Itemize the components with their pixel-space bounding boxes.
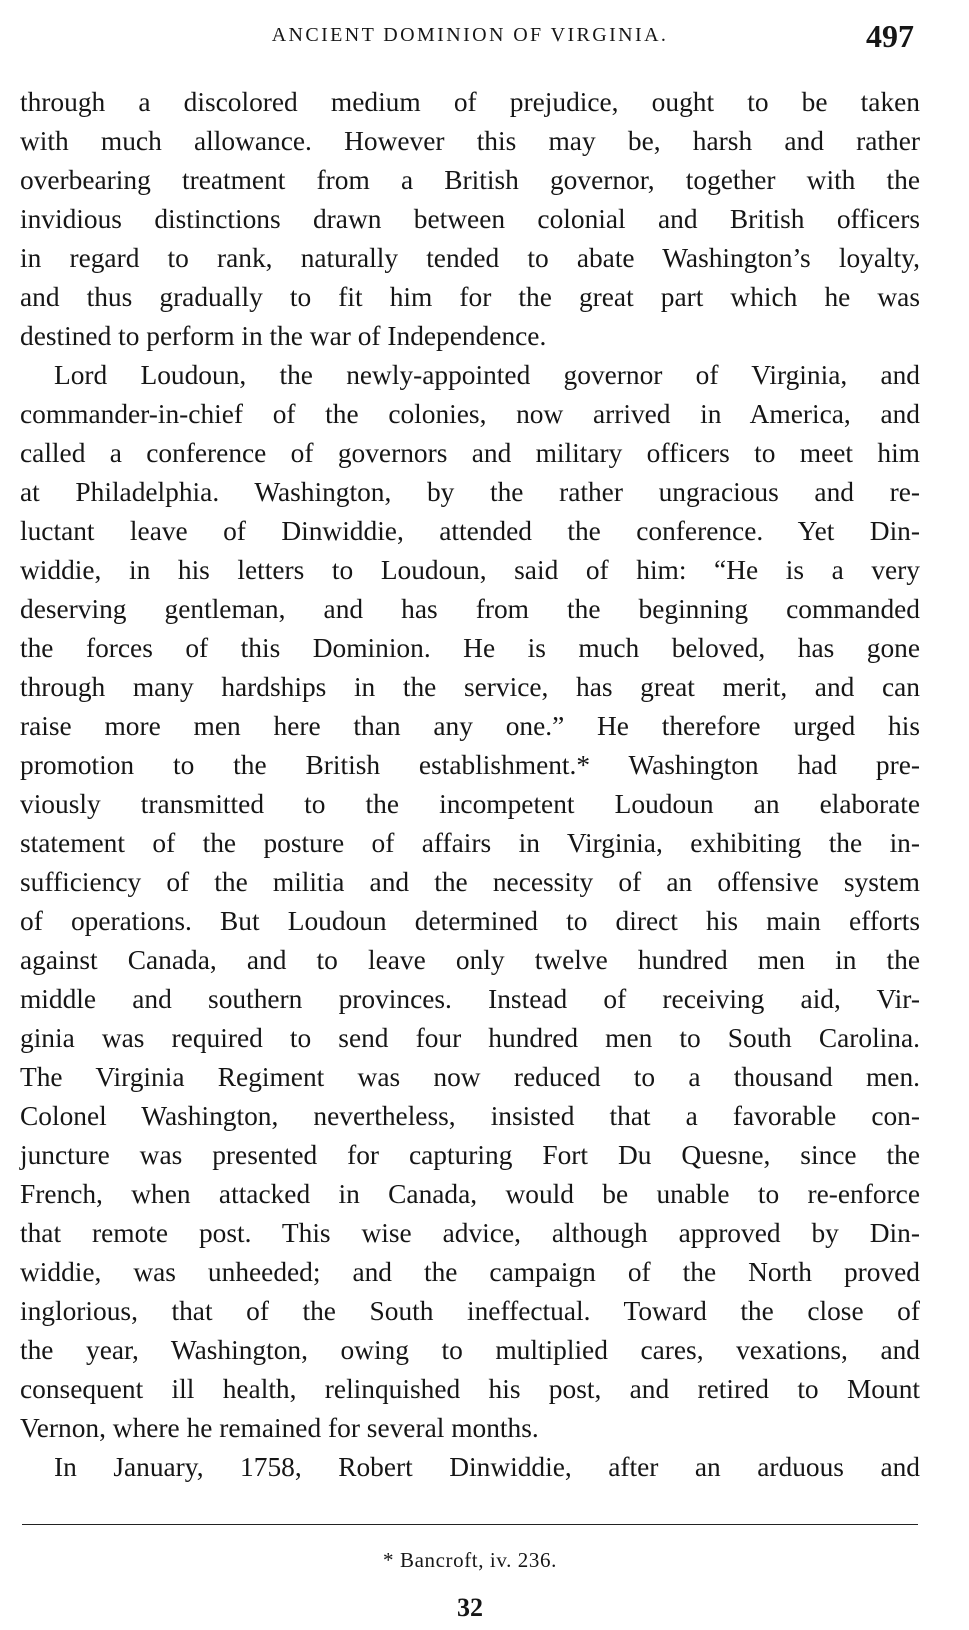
text-line: in regard to rank, naturally tended to abate Washington’s loyalty, [20, 243, 920, 273]
text-line: through many hardships in the service, has great merit, and can [20, 672, 920, 702]
text-line: In January, 1758, Robert Dinwiddie, after an arduous and [54, 1452, 920, 1482]
text-line: widdie, was unheeded; and the campaign of the North proved [20, 1257, 920, 1287]
page-number: 497 [866, 18, 914, 54]
text-line: French, when attacked in Canada, would be unable to re-enforce [20, 1179, 920, 1209]
text-line: against Canada, and to leave only twelve hundred men in the [20, 945, 920, 975]
body-text [20, 83, 920, 1487]
text-line: of operations. But Loudoun determined to direct his main efforts [20, 906, 920, 936]
text-line: invidious distinctions drawn between colonial and British officers [20, 204, 920, 234]
text-line: at Philadelphia. Washington, by the rather ungracious and re- [20, 477, 920, 507]
text-line: promotion to the British establishment.* Washington had pre- [20, 750, 920, 780]
text-line: destined to perform in the war of Independence. [20, 321, 547, 351]
text-line: the forces of this Dominion. He is much beloved, has gone [20, 633, 920, 663]
text-line: sufficiency of the militia and the necessity of an offensive system [20, 867, 920, 897]
text-line: overbearing treatment from a British governor, together with the [20, 165, 920, 195]
signature-mark: 32 [457, 1593, 483, 1622]
text-line: statement of the posture of affairs in Virginia, exhibiting the in- [20, 828, 920, 858]
text-line: The Virginia Regiment was now reduced to a thousand men. [20, 1062, 920, 1092]
footnote-divider [22, 1524, 918, 1525]
text-line: Colonel Washington, nevertheless, insisted that a favorable con- [20, 1101, 920, 1131]
text-line: luctant leave of Dinwiddie, attended the conference. Yet Din- [20, 516, 920, 546]
text-line: inglorious, that of the South ineffectual. Toward the close of [20, 1296, 920, 1326]
text-line: consequent ill health, relinquished his post, and retired to Mount [20, 1374, 920, 1404]
text-line: commander-in-chief of the colonies, now arrived in America, and [20, 399, 920, 429]
text-line: deserving gentleman, and has from the beginning commanded [20, 594, 920, 624]
text-line: called a conference of governors and military officers to meet him [20, 438, 920, 468]
text-line: with much allowance. However this may be, harsh and rather [20, 126, 920, 156]
page-header [20, 18, 920, 58]
text-line: viously transmitted to the incompetent Loudoun an elaborate [20, 789, 920, 819]
text-line: and thus gradually to fit him for the great part which he was [20, 282, 920, 312]
text-line: through a discolored medium of prejudice, ought to be taken [20, 87, 920, 117]
text-line: ginia was required to send four hundred men to South Carolina. [20, 1023, 920, 1053]
text-line: Vernon, where he remained for several months. [20, 1413, 539, 1443]
running-head: ANCIENT DOMINION OF VIRGINIA. [271, 24, 669, 46]
text-line: middle and southern provinces. Instead of receiving aid, Vir- [20, 984, 920, 1014]
text-line: Lord Loudoun, the newly-appointed governor of Virginia, and [54, 360, 920, 390]
text-line: raise more men here than any one.” He therefore urged his [20, 711, 920, 741]
text-line: juncture was presented for capturing Fort Du Quesne, since the [20, 1140, 920, 1170]
text-line: the year, Washington, owing to multiplied cares, vexations, and [20, 1335, 920, 1365]
text-line: that remote post. This wise advice, although approved by Din- [20, 1218, 920, 1248]
footnote: * Bancroft, iv. 236. [383, 1548, 557, 1572]
text-line: widdie, in his letters to Loudoun, said of him: “He is a very [20, 555, 920, 585]
